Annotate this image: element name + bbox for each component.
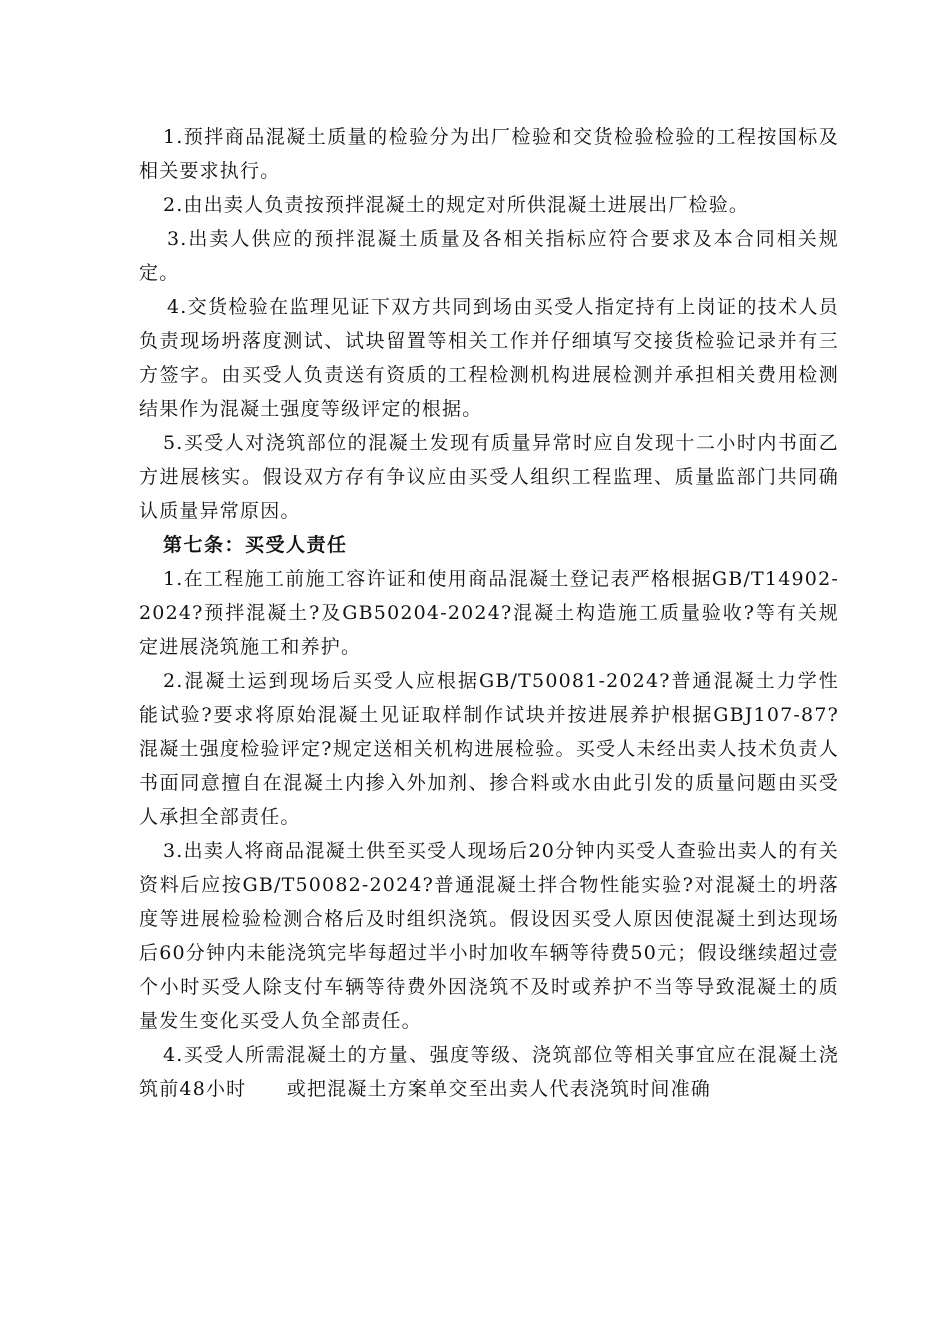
- paragraph-4: 4.交货检验在监理见证下双方共同到场由买受人指定持有上岗证的技术人员负责现场坍落度测试、试块留置等相关工作并仔细填写交接货检验记录并有三方签字。由买受人负责送有资质的工程检测机构进展检测并承担相关费用检测结果作为混凝土强度等级评定的根据。: [139, 296, 839, 420]
- document-body: [139, 120, 839, 1106]
- clause-2: 2.混凝土运到现场后买受人应根据GB/T50081-2024?普通混凝土力学性能试验?要求将原始混凝土见证取样制作试块并按进展养护根据GBJ107-87?混凝土强度检验评定?规定送相关机构进展检验。买受人未经出卖人技术负责人书面同意擅自在混凝土内掺入外加剂、掺合料或水由此引发的质量问题由买受人承担全部责任。: [139, 670, 839, 828]
- clause-1: 1.在工程施工前施工容许证和使用商品混凝土登记表严格根据GB/T14902-2024?预拌混凝土?及GB50204-2024?混凝土构造施工质量验收?等有关规定进展浇筑施工和养护。: [139, 568, 839, 658]
- paragraph-5: 5.买受人对浇筑部位的混凝土发现有质量异常时应自发现十二小时内书面乙方进展核实。假设双方存有争议应由买受人组织工程监理、质量监部门共同确认质量异常原因。: [139, 432, 839, 522]
- paragraph-3: 3.出卖人供应的预拌混凝土质量及各相关指标应符合要求及本合同相关规定。: [139, 228, 839, 284]
- paragraph-2: 2.由出卖人负责按预拌混凝土的规定对所供混凝土进展出厂检验。: [163, 194, 750, 216]
- clause-3: 3.出卖人将商品混凝土供至买受人现场后20分钟内买受人查验出卖人的有关资料后应按GB/T50082-2024?普通混凝土拌合物性能实验?对混凝土的坍落度等进展检验检测合格后及时组织浇筑。假设因买受人原因使混凝土到达现场后60分钟内未能浇筑完毕每超过半小时加收车辆等待费50元；假设继续超过壹个小时买受人除支付车辆等待费外因浇筑不及时或养护不当等导致混凝土的质量发生变化买受人负全部责任。: [139, 840, 839, 1032]
- clause-4: 4.买受人所需混凝土的方量、强度等级、浇筑部位等相关事宜应在混凝土浇筑前48小时 或把混凝土方案单交至出卖人代表浇筑时间准确: [139, 1044, 839, 1100]
- section-heading: 第七条：买受人责任: [163, 534, 348, 556]
- paragraph-1: 1.预拌商品混凝土质量的检验分为出厂检验和交货检验检验的工程按国标及相关要求执行。: [139, 126, 839, 182]
